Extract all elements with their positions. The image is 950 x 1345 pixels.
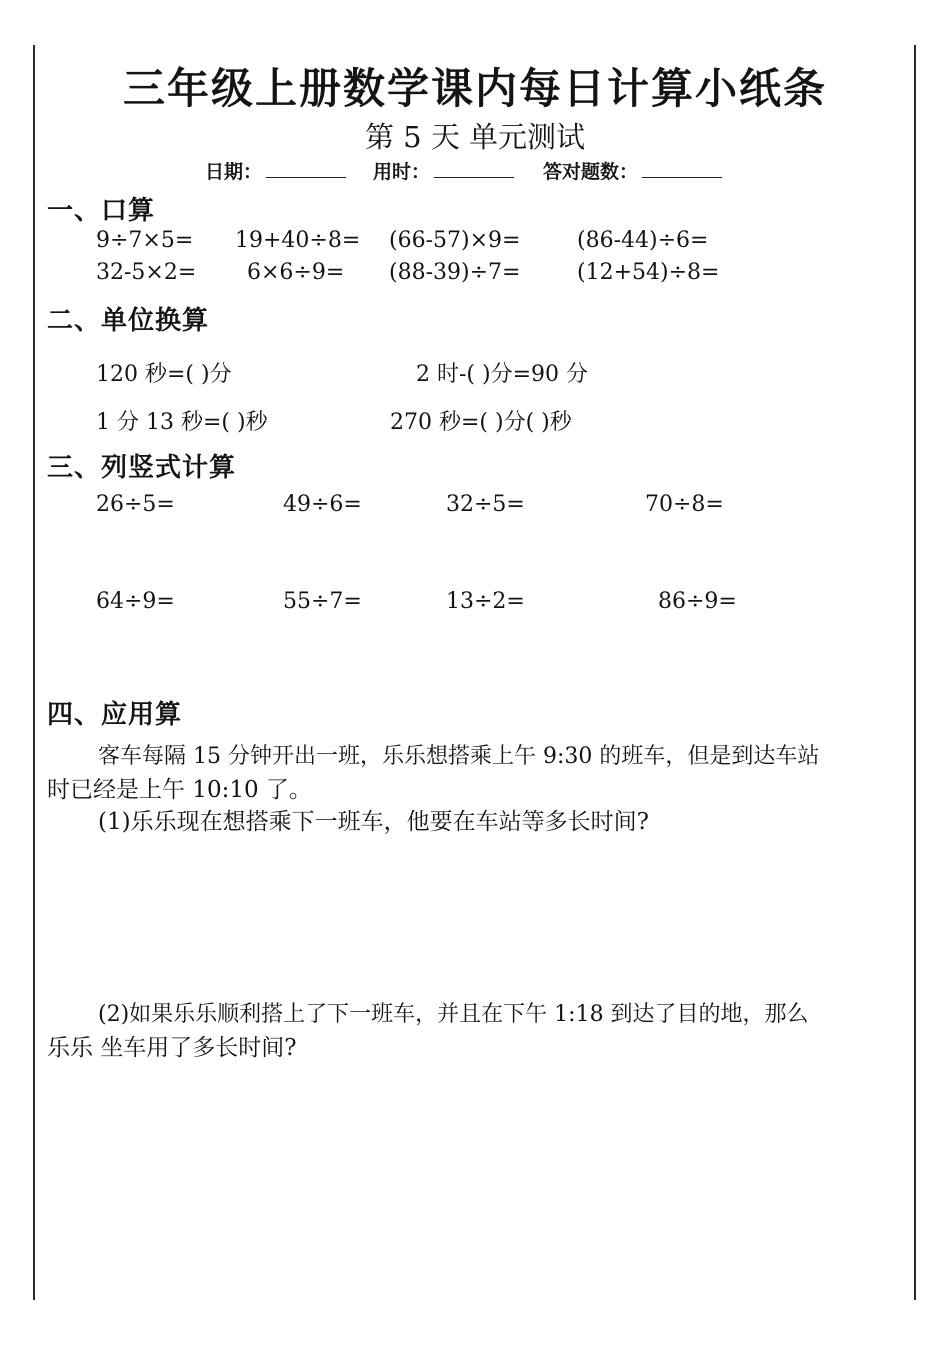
correct-count-blank — [642, 159, 722, 178]
section1-heading: 一、口算 — [47, 196, 156, 226]
section3-heading: 三、列竖式计算 — [47, 453, 237, 483]
question-2-line: 乐乐 坐车用了多长时间? — [47, 1035, 297, 1061]
correct-count-field — [543, 157, 722, 184]
vertical-calc-item: 13÷2= — [446, 589, 525, 614]
section2-heading: 二、单位换算 — [47, 306, 210, 336]
word-problem-line: 时已经是上午 10:10 了。 — [47, 777, 312, 803]
oral-calc-item: (12+54)÷8= — [577, 260, 720, 285]
page-title: 三年级上册数学课内每日计算小纸条 — [122, 64, 827, 113]
oral-calc-item: (66-57)×9= — [389, 228, 521, 253]
date-label: 日期： — [205, 161, 263, 183]
left-border-line — [33, 45, 35, 1300]
section4-heading: 四、应用算 — [47, 700, 183, 730]
unit-conversion-item: 120 秒=( )分 — [96, 362, 232, 387]
correct-count-label: 答对题数： — [543, 161, 639, 183]
date-field — [205, 157, 346, 184]
time-field — [373, 157, 514, 184]
right-border-line — [914, 45, 916, 1300]
oral-calc-item: 19+40÷8= — [235, 228, 361, 253]
unit-conversion-item: 1 分 13 秒=( )秒 — [96, 410, 268, 435]
vertical-calc-item: 86÷9= — [658, 589, 737, 614]
page-subtitle: 第 5 天 单元测试 — [364, 120, 586, 154]
unit-conversion-item: 270 秒=( )分( )秒 — [390, 410, 572, 435]
oral-calc-item: (88-39)÷7= — [389, 260, 521, 285]
oral-calc-item: 9÷7×5= — [96, 228, 194, 253]
vertical-calc-item: 49÷6= — [283, 492, 362, 517]
vertical-calc-item: 26÷5= — [96, 492, 175, 517]
question-1: (1)乐乐现在想搭乘下一班车，他要在车站等多长时间? — [98, 809, 649, 835]
date-blank — [266, 159, 346, 178]
vertical-calc-item: 70÷8= — [645, 492, 724, 517]
oral-calc-item: (86-44)÷6= — [577, 228, 709, 253]
question-2-line: (2)如果乐乐顺利搭上了下一班车，并且在下午 1:18 到达了目的地，那么 — [98, 1002, 809, 1027]
time-blank — [434, 159, 514, 178]
word-problem-line: 客车每隔 15 分钟开出一班，乐乐想搭乘上午 9:30 的班车，但是到达车站 — [98, 744, 820, 769]
oral-calc-item: 32-5×2= — [96, 260, 197, 285]
time-label: 用时： — [373, 161, 431, 183]
oral-calc-item: 6×6÷9= — [247, 260, 345, 285]
vertical-calc-item: 32÷5= — [446, 492, 525, 517]
unit-conversion-item: 2 时-( )分=90 分 — [416, 362, 589, 387]
vertical-calc-item: 64÷9= — [96, 589, 175, 614]
vertical-calc-item: 55÷7= — [283, 589, 362, 614]
